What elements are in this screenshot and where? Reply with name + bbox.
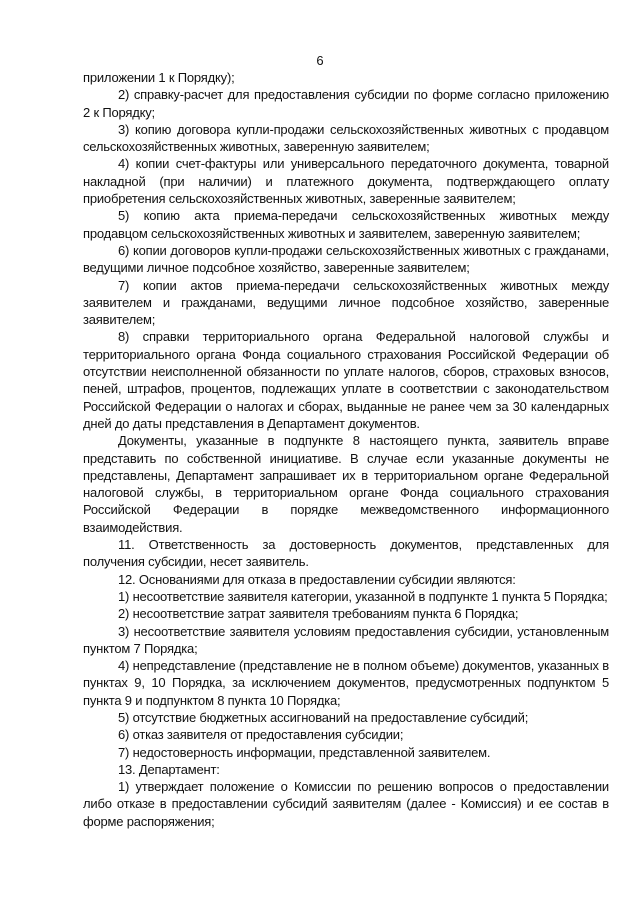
paragraph-refusal-6: 6) отказ заявителя от предоставления субсидии;	[118, 727, 404, 743]
page-number: 6	[316, 53, 324, 68]
paragraph-refusal-3: 3) несоответствие заявителя условиям предоставления субсидии, установленным пунктом 7 Порядка;	[83, 623, 609, 656]
paragraph-item-2: 2) справку-расчет для предоставления субсидии по форме согласно приложению 2 к Порядку;	[83, 87, 609, 120]
paragraph-refusal-7: 7) недостоверность информации, представленной заявителем.	[118, 744, 491, 760]
paragraph-continuation: приложении 1 к Порядку);	[83, 70, 235, 85]
paragraph-refusal-5: 5) отсутствие бюджетных ассигнований на предоставление субсидий;	[118, 709, 529, 725]
paragraph-refusal-2: 2) несоответствие затрат заявителя требованиям пункта 6 Порядка;	[118, 606, 519, 622]
paragraph-item-5: 5) копию акта приема-передачи сельскохозяйственных животных между продавцом сельскохозяйственных животных и заявителем, заверенную заявителем;	[83, 208, 609, 241]
paragraph-section-12: 12. Основаниями для отказа в предоставлении субсидии являются:	[118, 571, 516, 587]
paragraph-section-11: 11. Ответственность за достоверность документов, представленных для получения субсидии, несет заявитель.	[83, 537, 609, 570]
paragraph-refusal-4: 4) непредставление (представление не в полном объеме) документов, указанных в пунктах 9, 10 Порядка, за исключением документов, предусмотренных подпунктом 5 пункта 9 и подпунктом 8 пункта 10 Порядка;	[83, 658, 609, 708]
paragraph-item-6: 6) копии договоров купли-продажи сельскохозяйственных животных с гражданами, ведущими личное подсобное хозяйство, заверенные заявителем;	[83, 242, 609, 276]
paragraph-department-1: 1) утверждает положение о Комиссии по решению вопросов о предоставлении либо отказе в предоставлении субсидий заявителям (далее - Комиссия) и ее состав в форме распоряжения;	[83, 779, 609, 829]
document-body	[83, 69, 609, 830]
paragraph-item-8: 8) справки территориального органа Федеральной налоговой службы и территориального органа Фонда социального страхования Российской Федерации об отсутствии неисполненной обязанности по уплате налогов, сборов, страховых взносов, пеней, штрафов, процентов, подлежащих уплате в соответствии с законодательством Российской Федерации о налогах и сборах, выданные не ранее чем за 30 календарных дней до даты представления в Департамент документов.	[83, 329, 609, 431]
paragraph-refusal-1: 1) несоответствие заявителя категории, указанной в подпункте 1 пункта 5 Порядка;	[118, 588, 608, 604]
paragraph-item-4: 4) копии счет-фактуры или универсального передаточного документа, товарной накладной (при наличии) и платежного документа, подтверждающего оплату приобретения сельскохозяйственных животных, заверенные заявителем;	[83, 156, 609, 207]
paragraph-item-7: 7) копии актов приема-передачи сельскохозяйственных животных между заявителем и гражданами, ведущими личное подсобное хозяйство, заверенные заявителем;	[83, 277, 609, 328]
paragraph-item-3: 3) копию договора купли-продажи сельскохозяйственных животных с продавцом сельскохозяйственных животных, заверенную заявителем;	[83, 121, 609, 155]
paragraph-documents-note: Документы, указанные в подпункте 8 настоящего пункта, заявитель вправе представить по собственной инициативе. В случае если указанные документы не представлены, Департамент запрашивает их в территориальном органе Федеральной налоговой службы, в территориальном органе Фонда социального страхования Российской Федерации в порядке межведомственного информационного взаимодействия.	[83, 433, 609, 535]
paragraph-section-13: 13. Департамент:	[118, 761, 220, 777]
